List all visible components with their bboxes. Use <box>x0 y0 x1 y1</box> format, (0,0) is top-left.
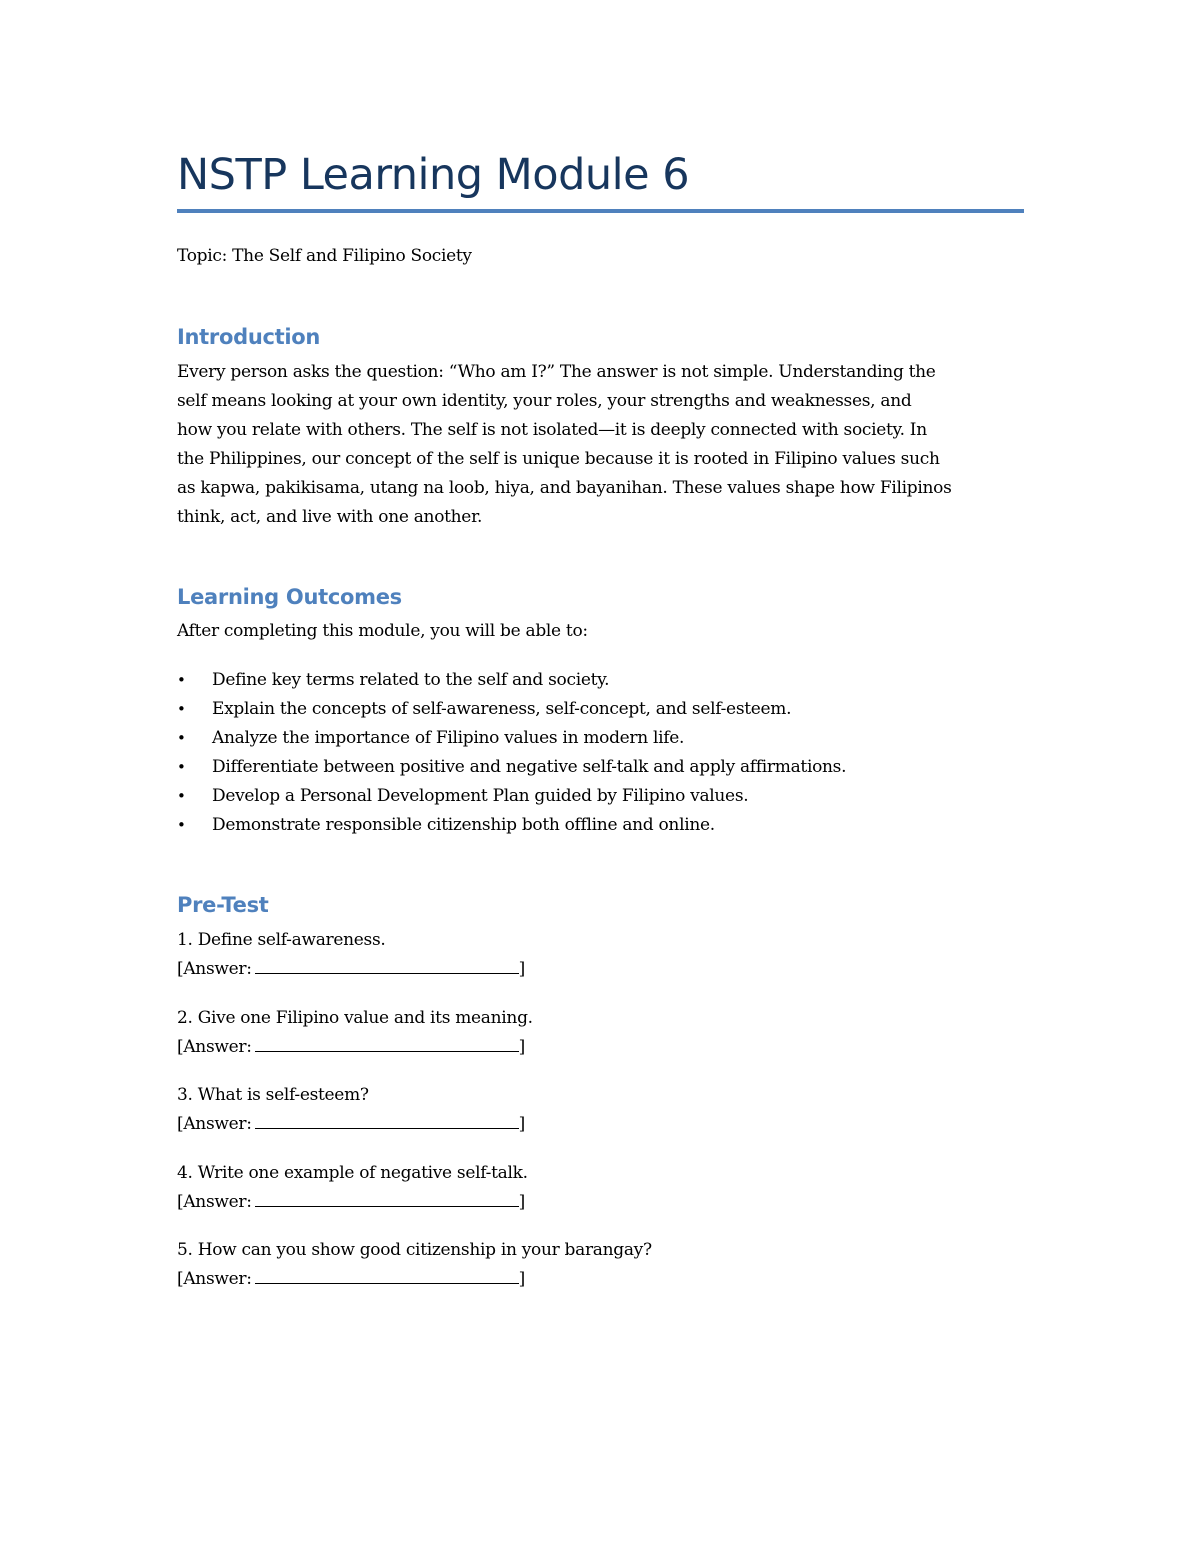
answer-blank[interactable] <box>255 1034 519 1052</box>
answer-line <box>177 955 777 984</box>
answer-blank[interactable] <box>255 956 519 974</box>
answer-prefix: [Answer: <box>177 959 252 979</box>
list-item <box>177 666 846 695</box>
title-underline <box>177 209 1024 213</box>
bullet-icon: • <box>177 758 186 776</box>
list-item-text: Define key terms related to the self and society. <box>212 670 610 690</box>
learning-outcomes-lead: After completing this module, you will be able to: <box>177 621 588 641</box>
answer-prefix: [Answer: <box>177 1269 252 1289</box>
list-item-text: Differentiate between positive and negative self-talk and apply affirmations. <box>212 757 847 777</box>
introduction-line: how you relate with others. The self is not isolated—it is deeply connected with society. In <box>177 420 927 440</box>
question-text: 2. Give one Filipino value and its meaning. <box>177 1008 533 1028</box>
bullet-icon: • <box>177 787 186 805</box>
list-item-text: Develop a Personal Development Plan guided by Filipino values. <box>212 786 749 806</box>
answer-suffix: ] <box>518 1269 525 1289</box>
pre-test-question <box>177 926 777 984</box>
introduction-line: as kapwa, pakikisama, utang na loob, hiya, and bayanihan. These values shape how Filipinos <box>177 478 952 498</box>
answer-prefix: [Answer: <box>177 1192 252 1212</box>
learning-outcomes-list <box>177 666 846 840</box>
pre-test-question <box>177 1236 777 1294</box>
pre-test-question <box>177 1159 777 1217</box>
list-item-text: Analyze the importance of Filipino values in modern life. <box>212 728 685 748</box>
introduction-line: the Philippines, our concept of the self is unique because it is rooted in Filipino values such <box>177 449 940 469</box>
question-text: 3. What is self-esteem? <box>177 1085 369 1105</box>
answer-prefix: [Answer: <box>177 1114 252 1134</box>
answer-suffix: ] <box>518 1037 525 1057</box>
document-title: NSTP Learning Module 6 <box>177 150 690 200</box>
question-text: 4. Write one example of negative self-talk. <box>177 1163 528 1183</box>
answer-line <box>177 1033 777 1062</box>
document-page <box>177 0 1024 1553</box>
answer-blank[interactable] <box>255 1111 519 1129</box>
list-item <box>177 695 846 724</box>
introduction-heading: Introduction <box>177 325 321 349</box>
bullet-icon: • <box>177 671 186 689</box>
answer-prefix: [Answer: <box>177 1037 252 1057</box>
list-item <box>177 782 846 811</box>
answer-suffix: ] <box>518 1114 525 1134</box>
answer-line <box>177 1265 777 1294</box>
introduction-line: think, act, and live with one another. <box>177 507 483 527</box>
answer-suffix: ] <box>518 1192 525 1212</box>
introduction-paragraph <box>177 358 1024 532</box>
list-item <box>177 811 846 840</box>
answer-suffix: ] <box>518 959 525 979</box>
question-text: 1. Define self-awareness. <box>177 930 386 950</box>
question-text: 5. How can you show good citizenship in your barangay? <box>177 1240 652 1260</box>
introduction-line: self means looking at your own identity, your roles, your strengths and weaknesses, and <box>177 391 912 411</box>
topic-line: Topic: The Self and Filipino Society <box>177 246 472 266</box>
pre-test-question <box>177 1081 777 1139</box>
list-item-text: Explain the concepts of self-awareness, self-concept, and self-esteem. <box>212 699 792 719</box>
introduction-line: Every person asks the question: “Who am I?” The answer is not simple. Understanding the <box>177 362 936 382</box>
bullet-icon: • <box>177 816 186 834</box>
list-item-text: Demonstrate responsible citizenship both offline and online. <box>212 815 715 835</box>
answer-blank[interactable] <box>255 1189 519 1207</box>
learning-outcomes-heading: Learning Outcomes <box>177 585 402 609</box>
pre-test-question <box>177 1004 777 1062</box>
list-item <box>177 724 846 753</box>
list-item <box>177 753 846 782</box>
bullet-icon: • <box>177 729 186 747</box>
answer-blank[interactable] <box>255 1266 519 1284</box>
pre-test-heading: Pre-Test <box>177 893 269 917</box>
answer-line <box>177 1110 777 1139</box>
bullet-icon: • <box>177 700 186 718</box>
answer-line <box>177 1188 777 1217</box>
